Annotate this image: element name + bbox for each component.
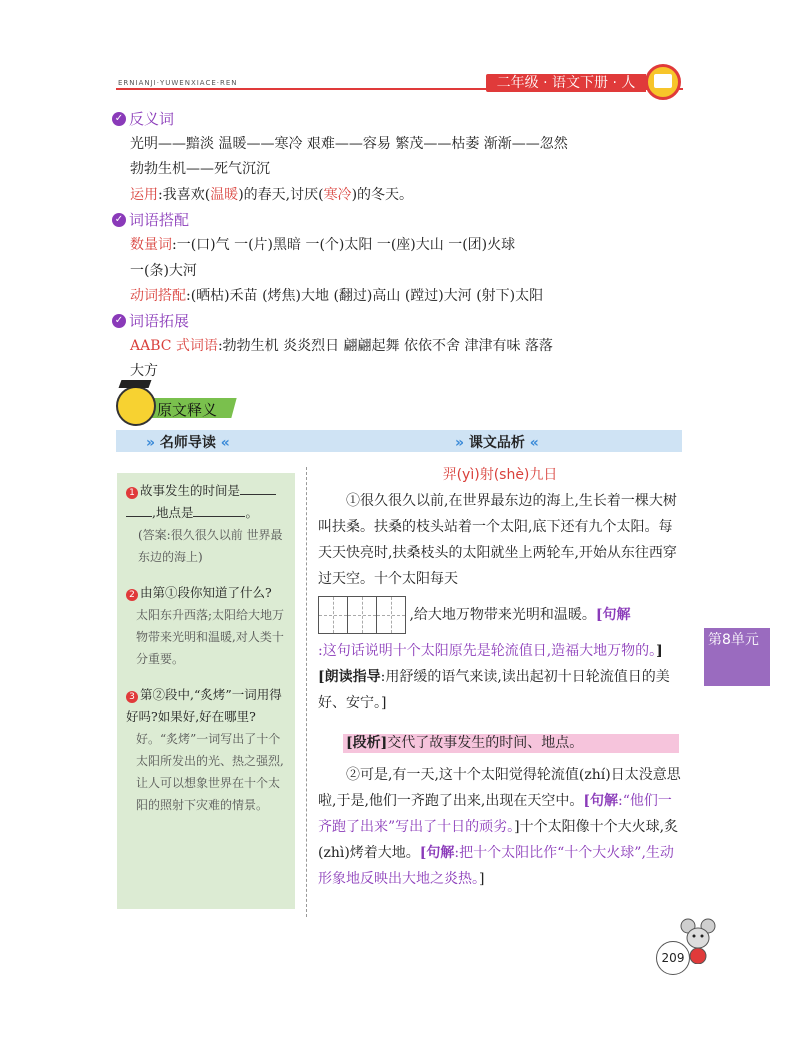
writing-grid-box[interactable] xyxy=(376,596,406,634)
collocation-heading: ✓ 词语搭配 xyxy=(112,209,189,230)
answer-1: (答案:很久很久以前 世界最东边的海上) xyxy=(138,528,283,564)
quantifier-line2: 一(条)大河 xyxy=(130,263,197,279)
verb-collocation-line: 动词搭配:(晒枯)禾苗 (烤焦)大地 (翻过)高山 (蹚过)大河 (射下)太阳 xyxy=(130,288,544,304)
guide-column-title: » 名师导读 « xyxy=(146,435,230,451)
check-icon: ✓ xyxy=(112,314,126,328)
paragraph-2: ②可是,有一天,这十个太阳觉得轮流值(zhí)日太没意思啦,于是,他们一齐跑了出来,出现在天空中。[句解:“他们一齐跑了出来”写出了十日的顽劣。]十个太阳像十个大火球,炙(zhì)烤着大地。[句解:把十个太阳比作“十个大火球”,生动形象地反映出大地之炎热。] xyxy=(318,767,681,887)
antonyms-line2: 勃勃生机——死气沉沉 xyxy=(130,161,270,177)
antonyms-heading: ✓ 反义词 xyxy=(112,108,174,129)
double-arrow-right-icon: » xyxy=(146,435,156,451)
check-icon: ✓ xyxy=(112,112,126,126)
antonyms-usage: 运用:我喜欢(温暖)的春天,讨厌(寒冷)的冬天。 xyxy=(130,187,414,203)
extension-heading: ✓ 词语拓展 xyxy=(112,310,189,331)
header-pinyin: ERNIANJI·YUWENXIACE·REN xyxy=(118,79,238,87)
answer-2: 太阳东升西落;太阳给大地万物带来光明和温暖,对人类十分重要。 xyxy=(136,608,285,666)
writing-grid-box[interactable] xyxy=(347,596,377,634)
extension-line2: 大方 xyxy=(130,363,158,379)
graduation-cap-icon xyxy=(119,380,152,388)
quantifier-line1: 数量词:一(口)气 一(片)黑暗 一(个)太阳 一(座)大山 一(团)火球 xyxy=(130,237,516,253)
lesson-title: 羿(yì)射(shè)九日 xyxy=(442,467,558,483)
writing-grid-box[interactable] xyxy=(318,596,348,634)
extension-line1: AABC 式词语:勃勃生机 炎炎烈日 翩翩起舞 依依不舍 津津有味 落落 xyxy=(130,338,553,354)
antonyms-line1: 光明——黯淡 温暖——寒冷 艰难——容易 繁茂——枯萎 渐渐——忽然 xyxy=(130,136,568,152)
unit-side-tab: 第8单元 xyxy=(704,628,770,686)
double-arrow-left-icon: « xyxy=(220,435,230,451)
book-icon xyxy=(654,74,672,88)
guide-content xyxy=(126,480,288,816)
analysis-column-title: » 课文品析 « xyxy=(455,435,539,451)
question-3: 3 第②段中,“炙烤”一词用得好吗?如果好,好在哪里? xyxy=(126,687,282,724)
answer-blank[interactable] xyxy=(193,516,245,517)
question-1: 1 故事发生的时间是 ,地点是 。 xyxy=(126,480,288,524)
answer-blank[interactable] xyxy=(126,516,152,517)
fill-in-row: ,给大地万物带来光明和温暖。[句解 xyxy=(318,596,682,634)
question-2: 2 由第①段你知道了什么? xyxy=(126,582,288,604)
answer-3: 好。“炙烤”一词写出了十个太阳所发出的光、热之强烈,让人可以想象世界在十个太阳的照射下灾难的情景。 xyxy=(136,732,284,812)
double-arrow-left-icon: « xyxy=(529,435,539,451)
paragraph-1: ①很久很久以前,在世界最东边的海上,生长着一棵大树叫扶桑。扶桑的枝头站着一个太阳,底下还有九个太阳。每天天快亮时,扶桑枝头的太阳就坐上两轮车,开始从东往西穿过天空。十个太阳每天 ,给大地万物带来光明和温暖。[句解 :这句话说明十个太阳原先是轮流值日,造福大地万物的。][朗读指导:用舒缓的语气来读,读出起初十日轮流值日的美好、安宁。] xyxy=(318,488,682,716)
page-number: 209 xyxy=(656,941,690,975)
header-tab: 二年级 · 语文下册 · 人 xyxy=(486,74,646,92)
paragraph-analysis: [段析]交代了故事发生的时间、地点。 xyxy=(346,735,584,751)
answer-blank[interactable] xyxy=(240,494,276,495)
double-arrow-right-icon: » xyxy=(455,435,465,451)
column-divider xyxy=(306,467,307,917)
check-icon: ✓ xyxy=(112,213,126,227)
mascot-icon xyxy=(116,386,156,426)
section-title: 原文释义 xyxy=(157,401,218,419)
